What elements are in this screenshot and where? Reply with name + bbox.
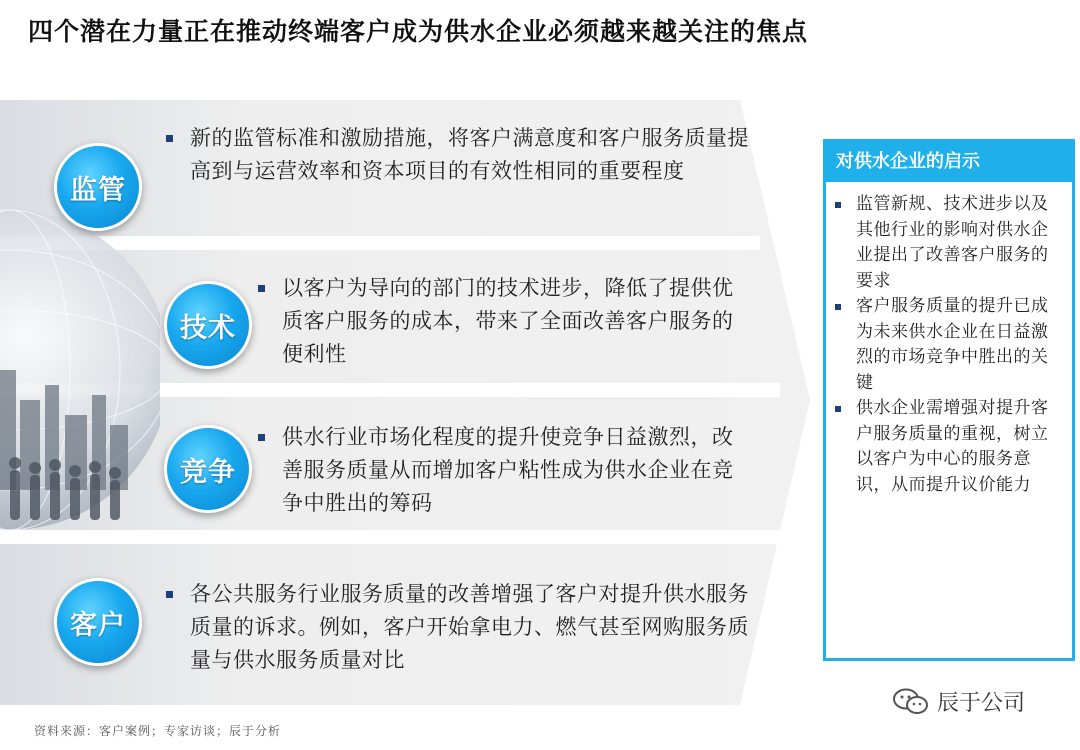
implications-header: 对供水企业的启示 (826, 142, 1072, 182)
badge-customer: 客户 (54, 578, 142, 666)
implications-list (826, 182, 1072, 498)
force-text-technology: 以客户为导向的部门的技术进步，降低了提供优质客户服务的成本，带来了全面改善客户服务的便利性 (282, 272, 742, 371)
list-item: 客户服务质量的提升已成为未来供水企业在日益激烈的市场竞争中胜出的关键 (856, 294, 1062, 396)
bullet-square-icon (835, 202, 841, 208)
bullet-square-icon (258, 285, 265, 292)
bullet-square-icon (166, 591, 173, 598)
implications-box (823, 139, 1075, 661)
force-text-competition: 供水行业市场化程度的提升使竞争日益激烈，改善服务质量从而增加客户粘性成为供水企业在竞争中胜出的筹码 (282, 421, 742, 520)
badge-technology: 技术 (164, 281, 252, 369)
list-item: 供水企业需增强对提升客户服务质量的重视，树立以客户为中心的服务意识，从而提升议价能力 (856, 396, 1062, 498)
brand-watermark (893, 686, 1025, 717)
page-title: 四个潜在力量正在推动终端客户成为供水企业必须越来越关注的焦点 (28, 17, 809, 46)
badge-regulation: 监管 (54, 143, 142, 231)
wechat-icon (893, 688, 929, 716)
badge-competition: 竞争 (164, 425, 252, 513)
force-text-customer: 各公共服务行业服务质量的改善增强了客户对提升供水服务质量的诉求。例如，客户开始拿电力、燃气甚至网购服务质量与供水服务质量对比 (190, 578, 750, 677)
brand-name: 辰于公司 (937, 691, 1026, 716)
bullet-square-icon (835, 406, 841, 412)
source-note: 资料来源：客户案例；专家访谈；辰于分析 (34, 724, 282, 738)
list-item: 监管新规、技术进步以及其他行业的影响对供水企业提出了改善客户服务的要求 (856, 192, 1062, 294)
bullet-square-icon (166, 135, 173, 142)
force-text-regulation: 新的监管标准和激励措施，将客户满意度和客户服务质量提高到与运营效率和资本项目的有效性相同的重要程度 (190, 122, 750, 188)
globe-city-image (0, 200, 160, 620)
bullet-square-icon (258, 434, 265, 441)
bullet-square-icon (835, 304, 841, 310)
